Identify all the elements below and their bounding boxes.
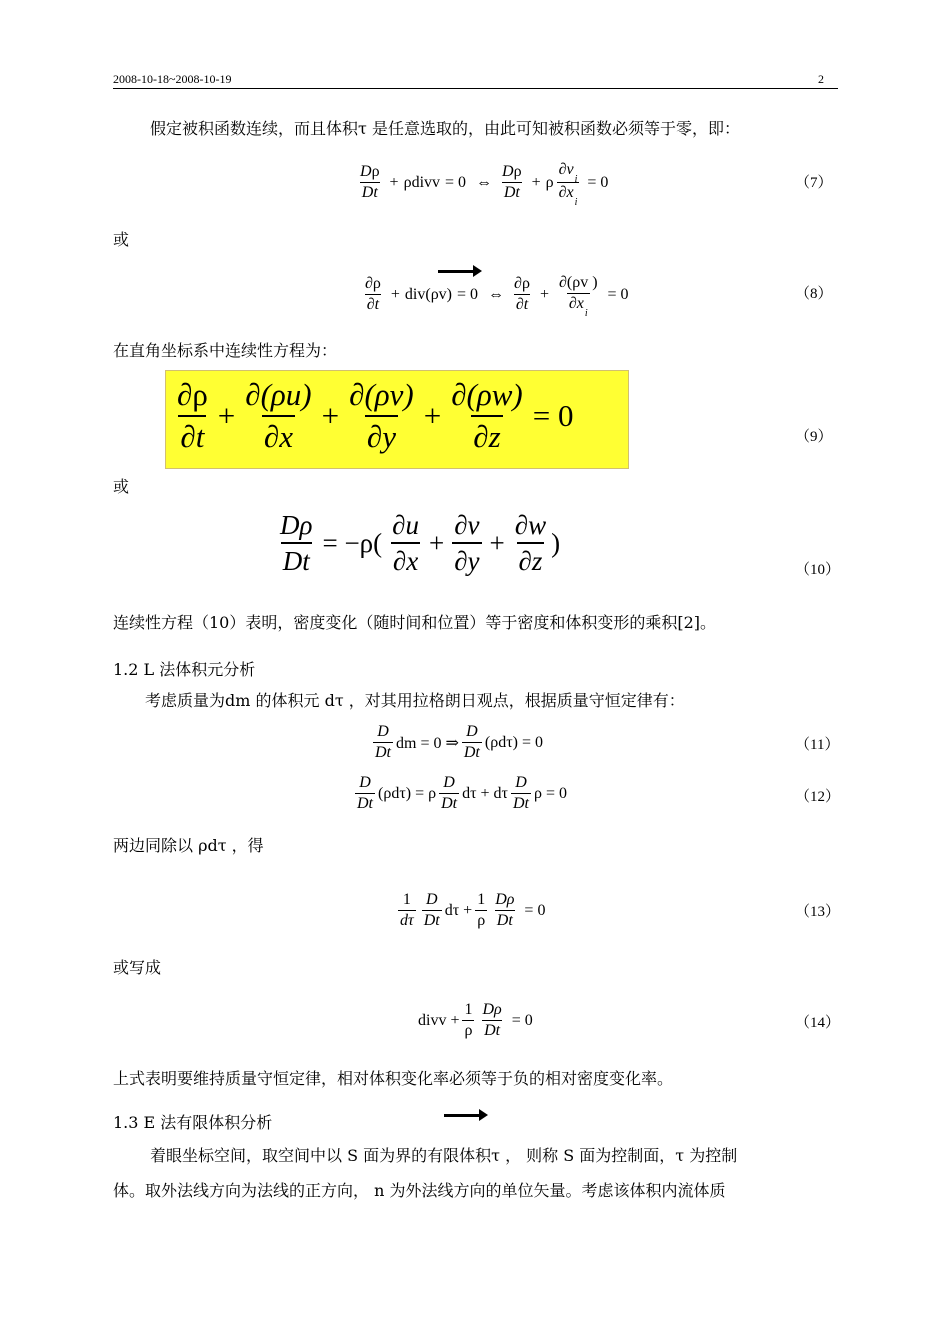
header-page-number: 2 [818,72,824,86]
equation-number-12: （12） [795,789,841,805]
eq8-frac-drho-dt: $\frac{\partial\rho}{\partial t}$ [365,275,381,313]
section-heading-1-3: 1.3 E 法有限体积分析 [113,1113,273,1132]
equation-number-10: （10） [795,562,841,578]
eq12-frac-D-Dt-3: $\frac{D}{Dt}$ [512,774,529,812]
equation-9: $\frac{\partial\rho}{\partial t}$ + $\frac{\partial(\rho u)}{\partial x}$ + $\frac{\partial(\rho v)}{\partial y}$ + $\frac{\partial(\rho w)}{\partial z}$ = 0 [172,375,578,457]
equation-13: $\frac{1}{d\tau}$ $\frac{D}{Dt}$ dτ + $\frac{1}{\rho}$ $\frac{D\rho}{Dt}$ = 0 [400,891,546,929]
paragraph-control-volume-2: 体。取外法线方向为法线的正方向， n 为外法线方向的单位矢量。考虑该体积内流体质 [113,1181,726,1200]
equation-7: $\frac{D\rho}{Dt}$ + ρdivv = 0 ⇔ $\frac{D\rho}{Dt}$ + ρ $\frac{\partial v_i}{\partial x_i}$ = 0 [360,161,609,208]
eq10-frac-dv-dy: $\frac{\partial v}{\partial y}$ [454,510,480,576]
vector-arrow-icon [444,1114,484,1117]
section-heading-1-2: 1.2 L 法体积元分析 [113,660,256,679]
eq13-frac-D-Dt: $\frac{D}{Dt}$ [423,891,440,929]
eq10-frac-du-dx: $\frac{\partial u}{\partial x}$ [392,510,419,576]
paragraph-or-write: 或写成 [113,958,162,977]
equation-number-13: （13） [795,904,841,920]
paragraph-divide: 两边同除以 ρdτ ，得 [113,836,264,855]
paragraph-or-2: 或 [113,477,130,496]
eq9-frac-drhow-dz: $\frac{\partial(\rho w)}{\partial z}$ [449,375,525,457]
eq12-frac-D-Dt: $\frac{D}{Dt}$ [357,774,373,812]
eq9-frac-drhou-dx: $\frac{\partial(\rho u)}{\partial x}$ [243,375,313,457]
eq14-frac-1-rho: $\frac{1}{\rho}$ [464,1001,473,1039]
equation-number-14: （14） [795,1015,841,1031]
paragraph-lagrangian: 考虑质量为dm 的体积元 dτ ，对其用拉格朗日观点，根据质量守恒定律有： [145,691,685,710]
equation-12: $\frac{D}{Dt}$ (ρdτ) = ρ $\frac{D}{Dt}$ dτ + dτ $\frac{D}{Dt}$ ρ = 0 [357,774,567,812]
eq14-frac-Drho-Dt: $\frac{D\rho}{Dt}$ [482,1001,502,1039]
header-date-range: 2008-10-18~2008-10-19 [113,72,232,86]
eq8-frac-drhovi-dxi: $\frac{\partial(\rho v )}{\partial x_i}$ [558,274,598,319]
eq13-frac-Drho-Dt: $\frac{D\rho}{Dt}$ [495,891,515,929]
equation-10: $\frac{D\rho}{Dt}$ = −ρ( $\frac{\partial u}{\partial x}$ + $\frac{\partial v}{\partial y}$ + $\frac{\partial w}{\partial z}$ ) [280,510,561,576]
paragraph-integrand-zero: 假定被积函数连续，而且体积τ 是任意选取的，由此可知被积函数必须等于零，即： [150,119,740,138]
eq13-frac-1-dtau: $\frac{1}{d\tau}$ [400,891,414,929]
paragraph-control-volume-1: 着眼坐标空间，取空间中以 S 面为界的有限体积τ ， 则称 S 面为控制面，τ 为控制 [150,1146,738,1165]
eq7-frac-Drho-Dt-2: $\frac{D\rho}{Dt}$ [502,163,522,201]
eq7-frac-dvi-dxi: $\frac{\partial v_i}{\partial x_i}$ [558,161,578,208]
paragraph-continuity-meaning: 连续性方程（10）表明，密度变化（随时间和位置）等于密度和体积变形的乘积[2]。 [113,613,717,632]
eq10-frac-Drho-Dt: $\frac{D\rho}{Dt}$ [280,510,313,576]
paragraph-mass-conservation: 上式表明要维持质量守恒定律，相对体积变化率必须等于负的相对密度变化率。 [113,1069,674,1088]
eq13-frac-1-rho: $\frac{1}{\rho}$ [477,891,486,929]
equation-number-7: （7） [795,175,833,191]
equation-14: divv + $\frac{1}{\rho}$ $\frac{D\rho}{Dt}$ = 0 [418,1001,533,1039]
paragraph-cartesian-intro: 在直角坐标系中连续性方程为： [113,341,338,360]
eq9-frac-drho-dt: $\frac{\partial\rho}{\partial t}$ [175,375,210,457]
eq8-frac-drho-dt-2: $\frac{\partial\rho}{\partial t}$ [514,275,530,313]
eq7-frac-Drho-Dt: $\frac{D\rho}{Dt}$ [360,163,380,201]
eq11-frac-D-Dt-2: $\frac{D}{Dt}$ [463,723,480,761]
eq11-frac-D-Dt: $\frac{D}{Dt}$ [375,723,391,761]
equation-11: $\frac{D}{Dt}$ dm = 0 ⇒ $\frac{D}{Dt}$ (ρdτ) = 0 [375,723,543,761]
paragraph-or-1: 或 [113,230,130,249]
eq12-frac-D-Dt-2: $\frac{D}{Dt}$ [441,774,458,812]
eq10-frac-dw-dz: $\frac{\partial w}{\partial z}$ [514,510,547,576]
equation-number-8: （8） [795,286,833,302]
header-divider [113,88,838,89]
equation-number-9: （9） [795,429,833,445]
eq9-frac-drhov-dy: $\frac{\partial(\rho v)}{\partial y}$ [347,375,416,457]
equation-8: $\frac{\partial\rho}{\partial t}$ + div(ρv) = 0 ⇔ $\frac{\partial\rho}{\partial t}$ + $\frac{\partial(\rho v )}{\partial x_i}$ = 0 [365,274,629,319]
equation-number-11: （11） [795,737,840,753]
